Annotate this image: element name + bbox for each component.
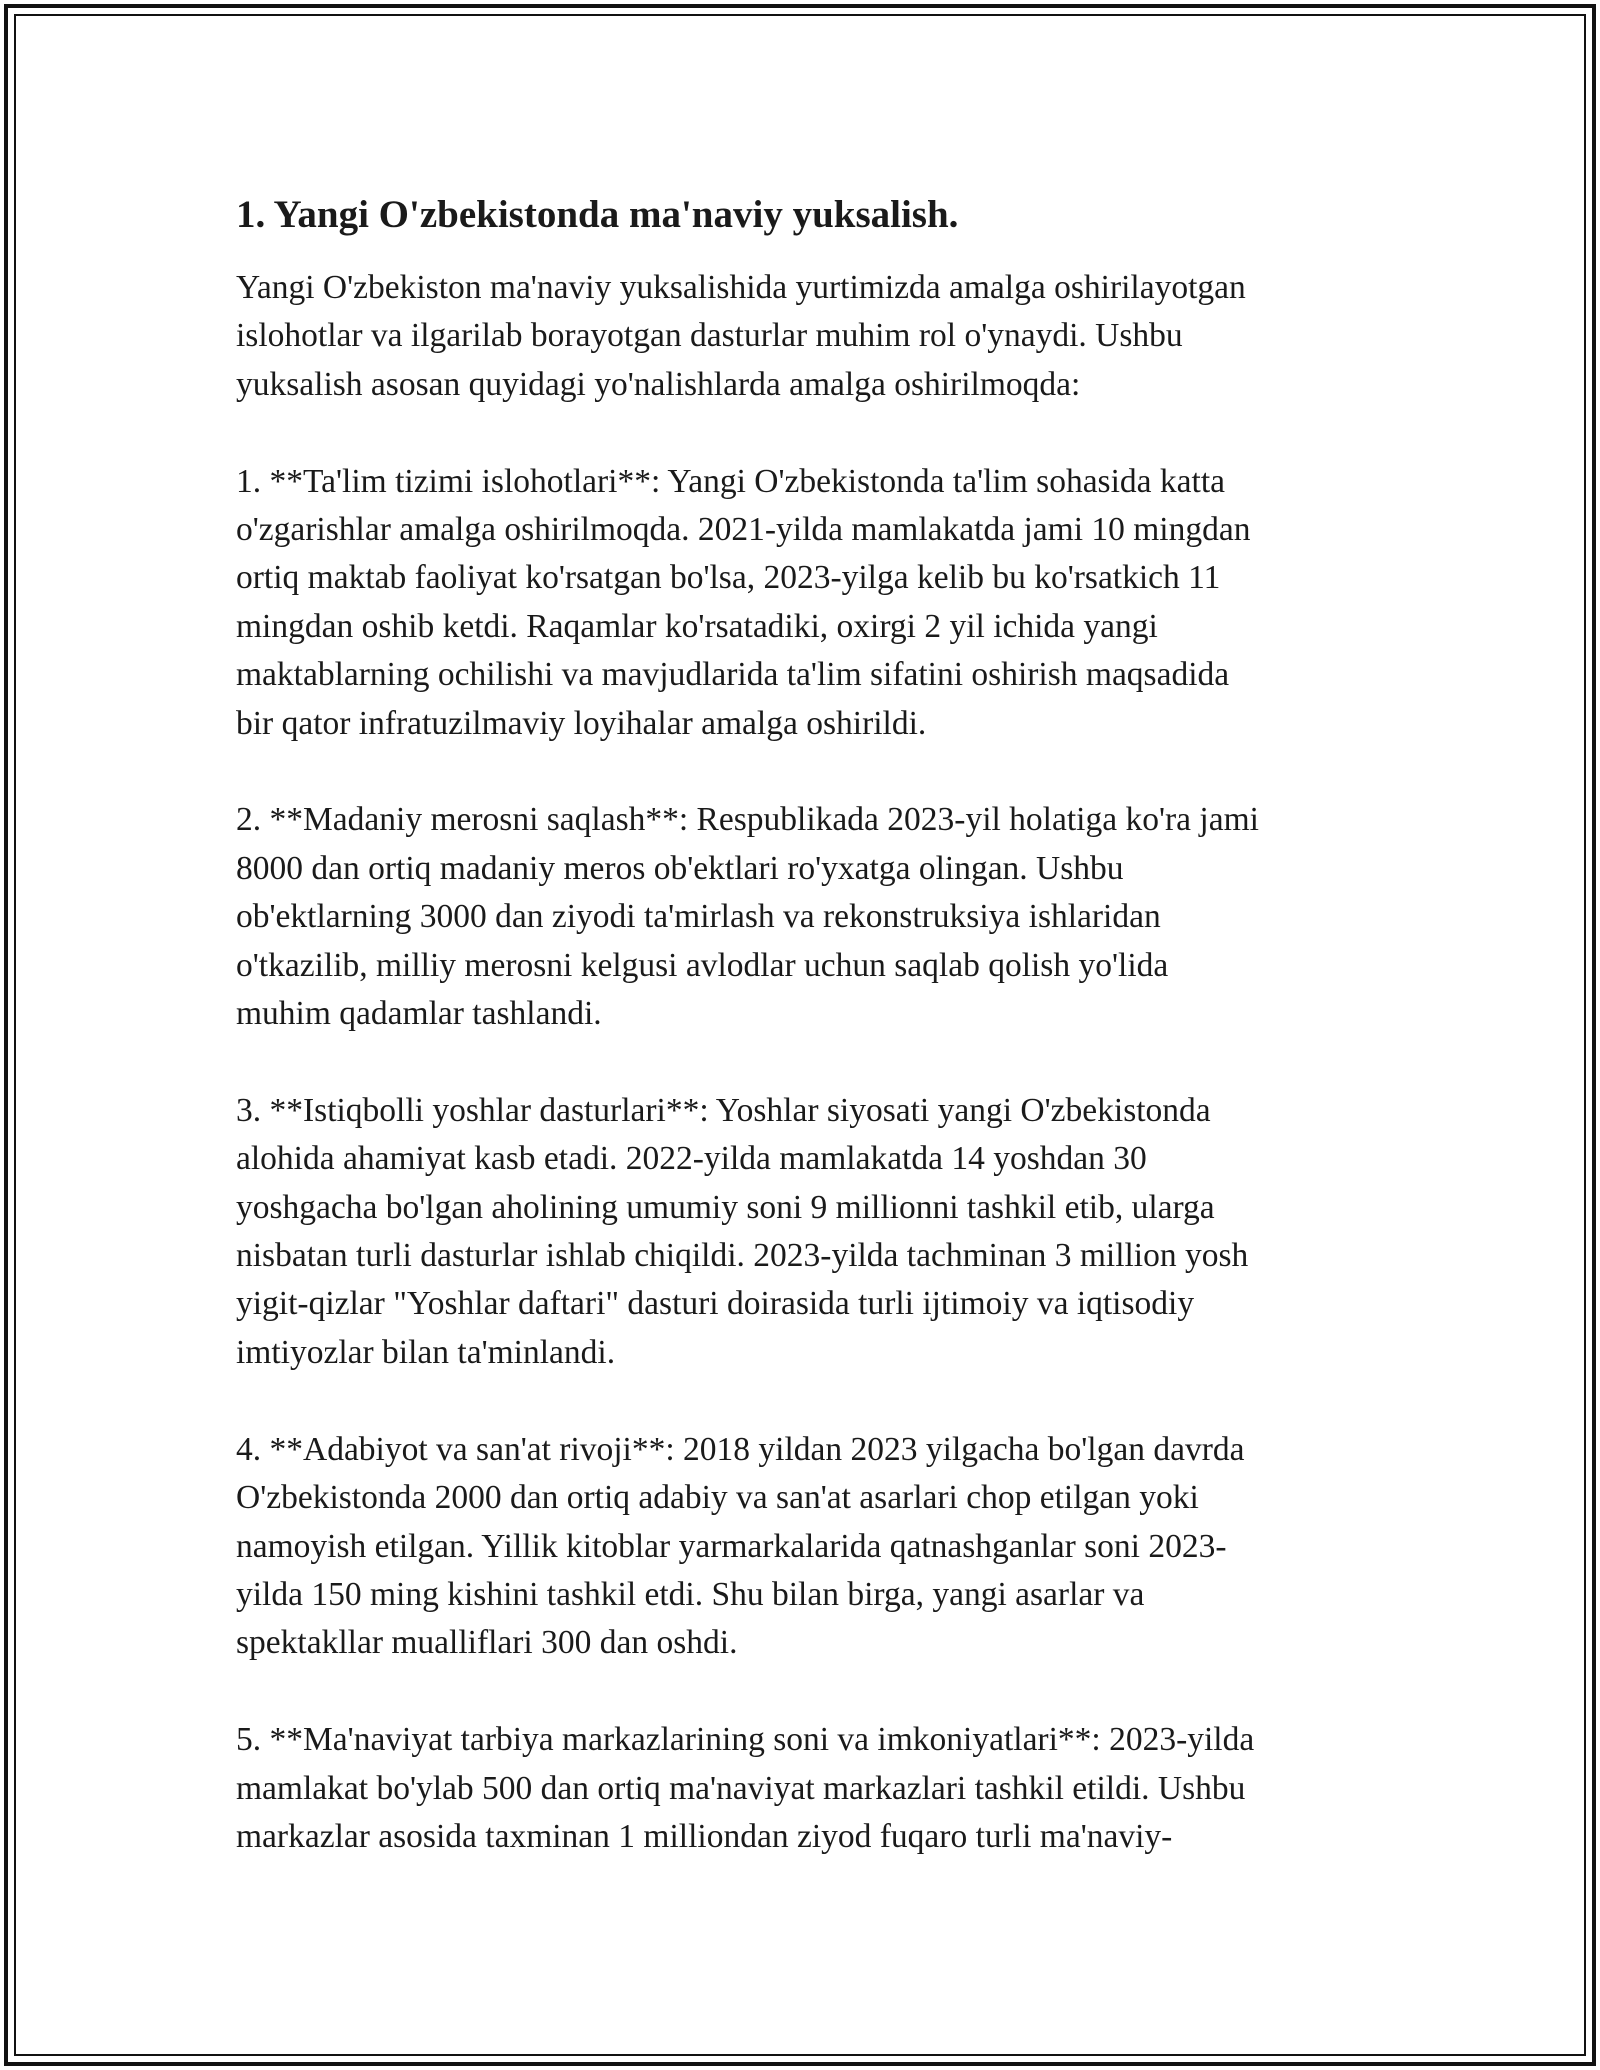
paragraph-gap xyxy=(236,1668,1376,1716)
section-paragraph-education: 1. **Ta'lim tizimi islohotlari**: Yangi O'zbekistonda ta'lim sohasida katta o'zgarishlar amalga oshirilmoqda. 2021-yilda mamlakatda jami 10 mingdan ortiq maktab faoliyat ko'rsatgan bo'lsa, 2023-yilga kelib bu ko'rsatkich 11 mingdan oshib ketdi. Raqamlar ko'rsatadiki, oxirgi 2 yil ichida yangi maktablarning ochilishi va mavjudlarida ta'lim sifatini oshirish maqsadida bir qator infratuzilmaviy loyihalar amalga oshirildi. xyxy=(236,462,1251,742)
section-paragraph-heritage: 2. **Madaniy merosni saqlash**: Respublikada 2023-yil holatiga ko'ra jami 8000 dan ortiq madaniy meros ob'ektlari ro'yxatga olingan. Ushbu ob'ektlarning 3000 dan ziyodi ta'mirlash va rekonstruksiya ishlaridan o'tkazilib, milliy merosni kelgusi avlodlar uchun saqlab qolish yo'lida muhim qadamlar tashlandi. xyxy=(236,801,1259,1033)
document-body xyxy=(236,186,1376,1861)
section-paragraph-literature: 4. **Adabiyot va san'at rivoji**: 2018 yildan 2023 yilgacha bo'lgan davrda O'zbekistonda 2000 dan ortiq adabiy va san'at asarlari chop etilgan yoki namoyish etilgan. Yillik kitoblar yarmarkalarida qatnashganlar soni 2023- yilda 150 ming kishini tashkil etdi. Shu bilan birga, yangi asarlar va spektakllar mualliflari 300 dan oshdi. xyxy=(236,1430,1245,1662)
intro-paragraph: Yangi O'zbekiston ma'naviy yuksalishida yurtimizda amalga oshirilayotgan islohotlar va ilgarilab borayotgan dasturlar muhim rol o'ynaydi. Ushbu yuksalish asosan quyidagi yo'nalishlarda amalga oshirilmoqda: xyxy=(236,269,1246,403)
paragraph-gap xyxy=(236,1038,1376,1086)
paragraph-gap xyxy=(236,1377,1376,1425)
paragraph-gap xyxy=(236,409,1376,457)
document-title: 1. Yangi O'zbekistonda ma'naviy yuksalish. xyxy=(236,193,959,236)
section-paragraph-centers: 5. **Ma'naviyat tarbiya markazlarining soni va imkoniyatlari**: 2023-yilda mamlakat bo'ylab 500 dan ortiq ma'naviyat markazlari tashkil etildi. Ushbu markazlar asosida taxminan 1 milliondan ziyod fuqaro turli ma'naviy- xyxy=(236,1721,1255,1855)
section-paragraph-youth: 3. **Istiqbolli yoshlar dasturlari**: Yoshlar siyosati yangi O'zbekistonda alohida ahamiyat kasb etadi. 2022-yilda mamlakatda 14 yoshdan 30 yoshgacha bo'lgan aholining umumiy soni 9 millionni tashkil etib, ularga nisbatan turli dasturlar ishlab chiqildi. 2023-yilda tachminan 3 million yosh yigit-qizlar "Yoshlar daftari" dasturi doirasida turli ijtimoiy va iqtisodiy imtiyozlar bilan ta'minlandi. xyxy=(236,1091,1249,1371)
paragraph-gap xyxy=(236,748,1376,796)
